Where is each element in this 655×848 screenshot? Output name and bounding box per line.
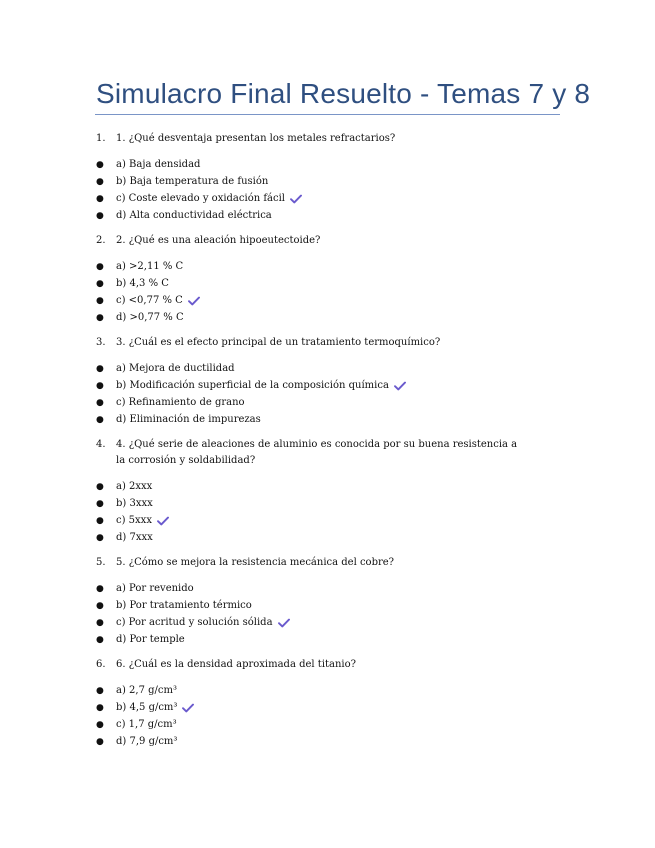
question-list — [96, 131, 526, 759]
bullet-icon: ● — [96, 583, 104, 594]
bullet-icon: ● — [96, 617, 104, 628]
question-number: 4. — [96, 439, 106, 450]
option-item — [96, 292, 526, 309]
question — [96, 555, 526, 571]
option-text: d) Eliminación de impurezas — [116, 413, 261, 425]
option-text: b) 3xxx — [116, 497, 153, 509]
option-list — [96, 580, 526, 648]
checkmark-icon — [188, 296, 200, 306]
option-text: b) 4,5 g/cm³ — [116, 701, 178, 713]
option-item — [96, 580, 526, 597]
option-item — [96, 360, 526, 377]
question — [96, 437, 526, 469]
option-item — [96, 309, 526, 326]
option-text: c) 1,7 g/cm³ — [116, 718, 177, 730]
option-text: c) 5xxx — [116, 514, 152, 526]
option-item — [96, 682, 526, 699]
option-text: b) Baja temperatura de fusión — [116, 175, 269, 187]
question-text: 4. ¿Qué serie de aleaciones de aluminio es conocida por su buena resistencia a la corrosión y soldabilidad? — [116, 439, 518, 466]
option-text: c) Por acritud y solución sólida — [116, 616, 273, 628]
bullet-icon: ● — [96, 176, 104, 187]
bullet-icon: ● — [96, 498, 104, 509]
option-item — [96, 394, 526, 411]
question — [96, 131, 526, 147]
question-text: 6. ¿Cuál es la densidad aproximada del titanio? — [116, 659, 357, 670]
question-number: 5. — [96, 557, 106, 568]
option-item — [96, 597, 526, 614]
checkmark-icon — [394, 381, 406, 391]
option-text: a) 2xxx — [116, 480, 153, 492]
question-text: 3. ¿Cuál es el efecto principal de un tratamiento termoquímico? — [116, 337, 441, 348]
option-text: d) 7,9 g/cm³ — [116, 735, 178, 747]
option-text: c) Refinamiento de grano — [116, 396, 245, 408]
bullet-icon: ● — [96, 515, 104, 526]
question — [96, 335, 526, 351]
question-number: 6. — [96, 659, 106, 670]
option-item — [96, 275, 526, 292]
checkmark-icon — [290, 194, 302, 204]
option-text: b) 4,3 % C — [116, 277, 169, 289]
question-number: 2. — [96, 235, 106, 246]
bullet-icon: ● — [96, 193, 104, 204]
bullet-icon: ● — [96, 532, 104, 543]
page-title: Simulacro Final Resuelto - Temas 7 y 8 — [96, 78, 591, 109]
option-item — [96, 207, 526, 224]
option-list — [96, 682, 526, 750]
bullet-icon: ● — [96, 736, 104, 747]
option-text: b) Modificación superficial de la composición química — [116, 379, 389, 391]
question-number: 1. — [96, 133, 106, 144]
option-text: d) 7xxx — [116, 531, 153, 543]
option-text: d) Alta conductividad eléctrica — [116, 209, 272, 221]
option-text: a) >2,11 % C — [116, 260, 184, 272]
option-item — [96, 631, 526, 648]
option-text: d) >0,77 % C — [116, 311, 184, 323]
bullet-icon: ● — [96, 278, 104, 289]
option-item — [96, 156, 526, 173]
question-block — [96, 437, 526, 546]
option-item — [96, 478, 526, 495]
bullet-icon: ● — [96, 414, 104, 425]
question-block — [96, 233, 526, 326]
option-text: a) Mejora de ductilidad — [116, 362, 235, 374]
option-list — [96, 156, 526, 224]
option-text: a) Baja densidad — [116, 158, 201, 170]
question-text: 5. ¿Cómo se mejora la resistencia mecánica del cobre? — [116, 557, 395, 568]
option-item — [96, 614, 526, 631]
question-block — [96, 131, 526, 224]
option-text: c) <0,77 % C — [116, 294, 183, 306]
bullet-icon: ● — [96, 261, 104, 272]
option-item — [96, 190, 526, 207]
question-block — [96, 335, 526, 428]
option-item — [96, 411, 526, 428]
option-list — [96, 258, 526, 326]
option-item — [96, 529, 526, 546]
question-text: 2. ¿Qué es una aleación hipoeutectoide? — [116, 235, 321, 246]
checkmark-icon — [278, 618, 290, 628]
question-block — [96, 555, 526, 648]
question — [96, 233, 526, 249]
question-number: 3. — [96, 337, 106, 348]
title-divider — [95, 114, 560, 115]
bullet-icon: ● — [96, 397, 104, 408]
bullet-icon: ● — [96, 634, 104, 645]
option-list — [96, 478, 526, 546]
option-item — [96, 733, 526, 750]
option-item — [96, 495, 526, 512]
option-item — [96, 716, 526, 733]
question-text: 1. ¿Qué desventaja presentan los metales refractarios? — [116, 133, 396, 144]
checkmark-icon — [157, 516, 169, 526]
bullet-icon: ● — [96, 363, 104, 374]
option-item — [96, 258, 526, 275]
bullet-icon: ● — [96, 702, 104, 713]
option-text: b) Por tratamiento térmico — [116, 599, 252, 611]
option-item — [96, 173, 526, 190]
bullet-icon: ● — [96, 159, 104, 170]
question-block — [96, 657, 526, 750]
checkmark-icon — [182, 703, 194, 713]
option-text: d) Por temple — [116, 633, 185, 645]
question — [96, 657, 526, 673]
bullet-icon: ● — [96, 210, 104, 221]
bullet-icon: ● — [96, 685, 104, 696]
option-item — [96, 512, 526, 529]
option-item — [96, 377, 526, 394]
bullet-icon: ● — [96, 481, 104, 492]
option-list — [96, 360, 526, 428]
bullet-icon: ● — [96, 312, 104, 323]
option-text: a) Por revenido — [116, 582, 194, 594]
option-item — [96, 699, 526, 716]
bullet-icon: ● — [96, 719, 104, 730]
bullet-icon: ● — [96, 380, 104, 391]
bullet-icon: ● — [96, 600, 104, 611]
option-text: c) Coste elevado y oxidación fácil — [116, 192, 285, 204]
option-text: a) 2,7 g/cm³ — [116, 684, 177, 696]
bullet-icon: ● — [96, 295, 104, 306]
